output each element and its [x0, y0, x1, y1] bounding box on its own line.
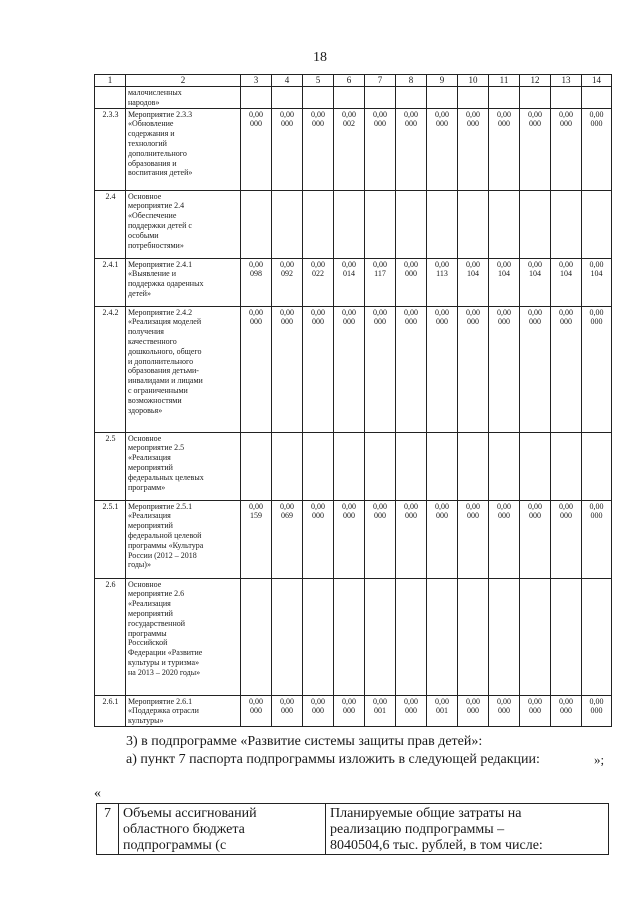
value-cell: 0,00 001 — [427, 695, 458, 726]
value-cell — [241, 432, 272, 500]
row-number — [95, 87, 126, 109]
value-cell — [489, 87, 520, 109]
value-cell: 0,00 159 — [241, 500, 272, 578]
value-cell — [365, 190, 396, 258]
value-cell: 0,00 069 — [272, 500, 303, 578]
row-name: Мероприятие 2.3.3 «Обновление содержания и технологий дополнительного образования и воспитания детей» — [126, 108, 241, 190]
value-cell: 0,00 000 — [427, 108, 458, 190]
value-cell — [489, 190, 520, 258]
value-cell: 0,00 000 — [303, 306, 334, 432]
value-cell — [520, 432, 551, 500]
row-name: Основное мероприятие 2.4 «Обеспечение поддержки детей с особыми потребностями» — [126, 190, 241, 258]
value-cell: 0,00 000 — [458, 108, 489, 190]
value-cell: 0,00 000 — [427, 500, 458, 578]
passport-table — [96, 803, 609, 855]
value-cell: 0,00 000 — [396, 695, 427, 726]
table-row — [95, 432, 612, 500]
value-cell: 0,00 000 — [241, 108, 272, 190]
value-cell: 0,00 014 — [334, 258, 365, 306]
value-cell — [551, 190, 582, 258]
value-cell: 0,00 000 — [582, 500, 612, 578]
closing-mark: »; — [594, 752, 605, 767]
column-header: 5 — [303, 75, 334, 87]
column-header: 6 — [334, 75, 365, 87]
value-cell: 0,00 000 — [334, 500, 365, 578]
expenditure-table — [94, 74, 612, 727]
value-cell — [489, 578, 520, 695]
value-cell — [489, 432, 520, 500]
value-cell — [427, 190, 458, 258]
value-cell — [396, 578, 427, 695]
value-cell — [582, 578, 612, 695]
paragraph-a: а) пункт 7 паспорта подпрограммы изложить в следующей редакции: — [126, 752, 540, 767]
value-cell: 0,00 000 — [241, 695, 272, 726]
value-cell: 0,00 000 — [303, 500, 334, 578]
value-cell — [272, 190, 303, 258]
row-name: малочисленных народов» — [126, 87, 241, 109]
table-row — [95, 306, 612, 432]
column-header: 12 — [520, 75, 551, 87]
row-name: Основное мероприятие 2.6 «Реализация мероприятий государственной программы Российской Федерации «Развитие культуры и туризма» на 2013 – 2020 годы» — [126, 578, 241, 695]
value-cell — [396, 432, 427, 500]
value-cell — [334, 432, 365, 500]
column-header: 2 — [126, 75, 241, 87]
row-number: 2.4.1 — [95, 258, 126, 306]
value-cell — [334, 190, 365, 258]
value-cell — [582, 432, 612, 500]
row-number: 2.5 — [95, 432, 126, 500]
row-name: Мероприятие 2.5.1 «Реализация мероприятий федеральной целевой программы «Культура России (2012 – 2018 годы)» — [126, 500, 241, 578]
value-cell: 0,00 000 — [520, 695, 551, 726]
value-cell: 0,00 104 — [582, 258, 612, 306]
table-row — [95, 695, 612, 726]
value-cell — [427, 578, 458, 695]
value-cell: 0,00 000 — [489, 108, 520, 190]
column-header: 3 — [241, 75, 272, 87]
value-cell — [582, 87, 612, 109]
value-cell: 0,00 000 — [458, 500, 489, 578]
column-header: 13 — [551, 75, 582, 87]
column-header: 1 — [95, 75, 126, 87]
value-cell: 0,00 104 — [489, 258, 520, 306]
page-number: 18 — [313, 50, 327, 65]
value-cell: 0,00 104 — [458, 258, 489, 306]
value-cell: 0,00 117 — [365, 258, 396, 306]
value-cell — [272, 432, 303, 500]
value-cell — [520, 87, 551, 109]
value-cell — [582, 190, 612, 258]
value-cell — [303, 190, 334, 258]
value-cell — [551, 578, 582, 695]
value-cell: 0,00 000 — [551, 500, 582, 578]
value-cell — [272, 87, 303, 109]
value-cell — [551, 432, 582, 500]
value-cell: 0,00 000 — [458, 306, 489, 432]
value-cell: 0,00 000 — [272, 695, 303, 726]
value-cell: 0,00 000 — [396, 500, 427, 578]
column-header: 8 — [396, 75, 427, 87]
value-cell: 0,00 000 — [489, 500, 520, 578]
row-name: Мероприятие 2.6.1 «Поддержка отрасли культуры» — [126, 695, 241, 726]
column-header: 14 — [582, 75, 612, 87]
value-cell: 0,00 001 — [365, 695, 396, 726]
column-header: 4 — [272, 75, 303, 87]
row-number: 2.3.3 — [95, 108, 126, 190]
row-name: Основное мероприятие 2.5 «Реализация мероприятий федеральных целевых программ» — [126, 432, 241, 500]
value-cell: 0,00 000 — [551, 108, 582, 190]
value-cell: 0,00 000 — [489, 306, 520, 432]
open-quote: « — [94, 786, 101, 801]
value-cell: 0,00 000 — [551, 306, 582, 432]
value-cell — [303, 432, 334, 500]
value-cell — [272, 578, 303, 695]
value-cell: 0,00 000 — [334, 306, 365, 432]
value-cell: 0,00 000 — [551, 695, 582, 726]
column-header: 9 — [427, 75, 458, 87]
value-cell: 0,00 000 — [520, 500, 551, 578]
value-cell: 0,00 000 — [582, 108, 612, 190]
row-name: Мероприятие 2.4.2 «Реализация моделей получения качественного дошкольного, общего и дополнительного образования детьми- инвалидами и лицами с ограниченными возможностями здоровья» — [126, 306, 241, 432]
value-cell: 0,00 000 — [241, 306, 272, 432]
value-cell — [520, 578, 551, 695]
column-header: 7 — [365, 75, 396, 87]
value-cell — [303, 578, 334, 695]
row-number: 2.6 — [95, 578, 126, 695]
value-cell: 0,00 000 — [396, 258, 427, 306]
value-cell: 0,00 002 — [334, 108, 365, 190]
value-cell — [458, 87, 489, 109]
value-cell: 0,00 104 — [520, 258, 551, 306]
row-number: 2.6.1 — [95, 695, 126, 726]
value-cell: 0,00 022 — [303, 258, 334, 306]
value-cell — [458, 190, 489, 258]
row-name: Мероприятие 2.4.1 «Выявление и поддержка одаренных детей» — [126, 258, 241, 306]
table-row — [95, 578, 612, 695]
value-cell — [427, 432, 458, 500]
value-cell — [334, 578, 365, 695]
value-cell: 0,00 104 — [551, 258, 582, 306]
value-cell: 0,00 000 — [303, 108, 334, 190]
table-row — [95, 500, 612, 578]
passport-item-number: 7 — [97, 804, 119, 855]
value-cell: 0,00 000 — [396, 306, 427, 432]
value-cell: 0,00 098 — [241, 258, 272, 306]
value-cell — [396, 190, 427, 258]
table-row — [95, 258, 612, 306]
value-cell: 0,00 000 — [272, 306, 303, 432]
table-row — [95, 87, 612, 109]
column-header: 10 — [458, 75, 489, 87]
paragraph-3: 3) в подпрограмме «Развитие системы защиты прав детей»: — [126, 734, 483, 749]
value-cell — [365, 432, 396, 500]
value-cell — [520, 190, 551, 258]
value-cell — [241, 190, 272, 258]
value-cell: 0,00 000 — [303, 695, 334, 726]
column-header: 11 — [489, 75, 520, 87]
value-cell: 0,00 000 — [365, 306, 396, 432]
value-cell — [334, 87, 365, 109]
value-cell — [241, 578, 272, 695]
value-cell: 0,00 000 — [427, 306, 458, 432]
row-number: 2.5.1 — [95, 500, 126, 578]
value-cell: 0,00 000 — [520, 306, 551, 432]
value-cell — [241, 87, 272, 109]
value-cell: 0,00 113 — [427, 258, 458, 306]
value-cell: 0,00 000 — [365, 108, 396, 190]
value-cell: 0,00 000 — [489, 695, 520, 726]
table-row — [95, 108, 612, 190]
value-cell: 0,00 000 — [272, 108, 303, 190]
row-number: 2.4.2 — [95, 306, 126, 432]
value-cell — [458, 578, 489, 695]
passport-item-content: Планируемые общие затраты на реализацию подпрограммы – 8040504,6 тыс. рублей, в том числе: — [326, 804, 609, 855]
value-cell — [396, 87, 427, 109]
value-cell — [458, 432, 489, 500]
value-cell — [551, 87, 582, 109]
value-cell — [365, 578, 396, 695]
value-cell: 0,00 000 — [520, 108, 551, 190]
value-cell: 0,00 000 — [582, 695, 612, 726]
passport-row — [97, 804, 609, 855]
table-row — [95, 190, 612, 258]
value-cell: 0,00 000 — [334, 695, 365, 726]
value-cell — [303, 87, 334, 109]
row-number: 2.4 — [95, 190, 126, 258]
value-cell: 0,00 000 — [582, 306, 612, 432]
table-header-row — [95, 75, 612, 87]
value-cell — [365, 87, 396, 109]
passport-item-label: Объемы ассигнований областного бюджета подпрограммы (с — [119, 804, 326, 855]
value-cell: 0,00 000 — [396, 108, 427, 190]
value-cell — [427, 87, 458, 109]
value-cell: 0,00 000 — [365, 500, 396, 578]
value-cell: 0,00 092 — [272, 258, 303, 306]
value-cell: 0,00 000 — [458, 695, 489, 726]
